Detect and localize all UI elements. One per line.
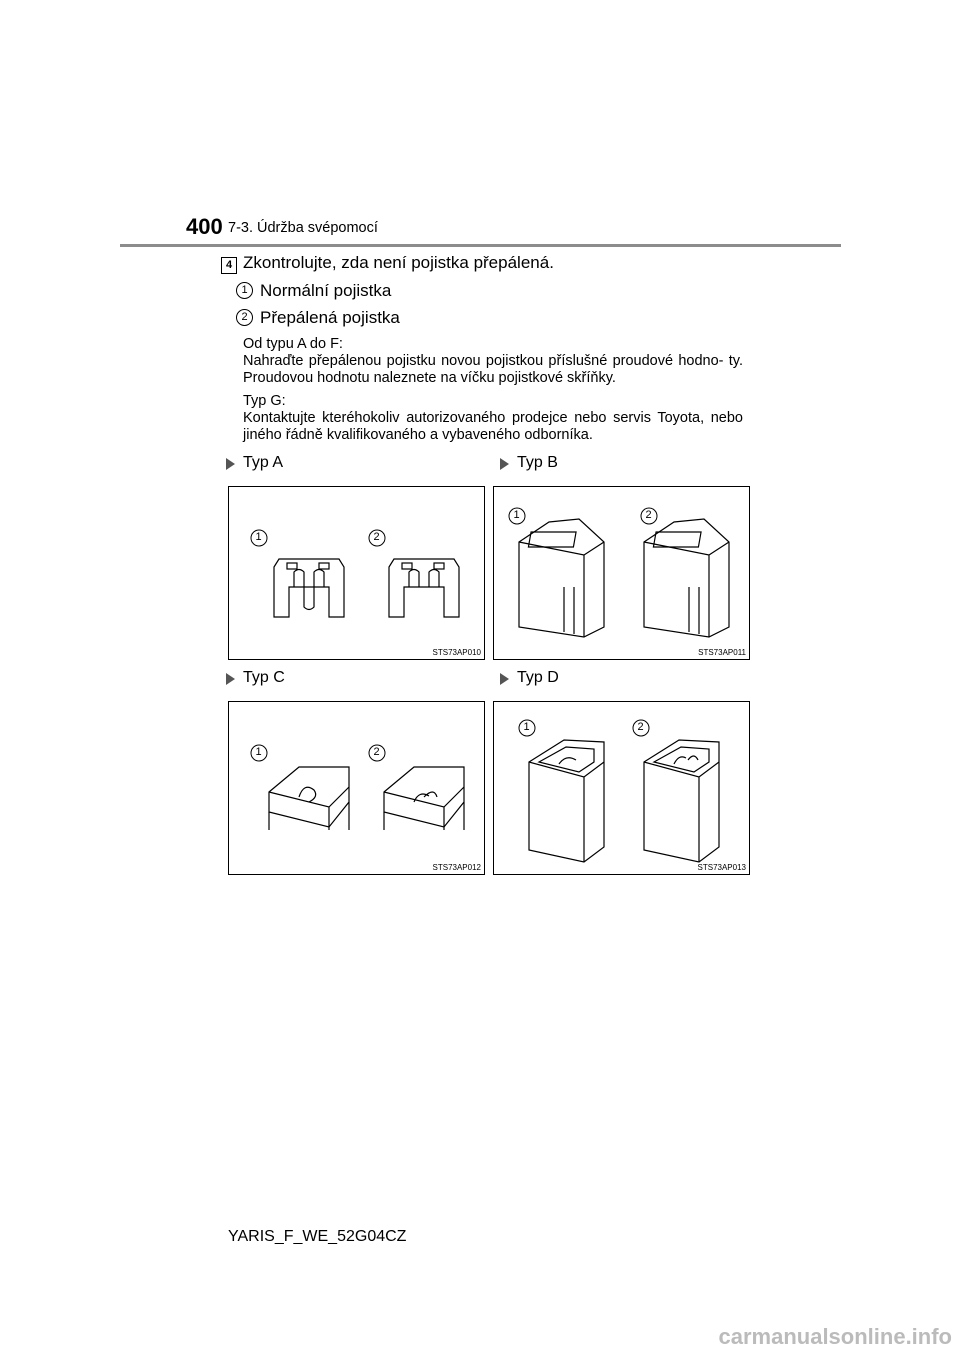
watermark: carmanualsonline.info [718, 1324, 952, 1349]
figure-d-callout-1: 1 [523, 721, 530, 733]
item-text-normal: Normální pojistka [260, 281, 392, 300]
step-text: Zkontrolujte, zda není pojistka přepálená. [243, 253, 554, 272]
figure-type-a [228, 486, 485, 660]
triangle-bullet-icon [226, 673, 235, 685]
figure-c-callout-2: 2 [373, 746, 380, 758]
g-title: Typ G: [243, 393, 286, 409]
step-number-box: 4 [221, 257, 237, 274]
af-text: Nahraďte přepálenou pojistku novou pojistkou příslušné proudové hodno- ty. Proudovou hodnotu naleznete na víčku pojistkové skříňky. [243, 353, 743, 386]
type-c-label: Typ C [243, 669, 285, 686]
triangle-bullet-icon [500, 458, 509, 470]
figure-a-code: STS73AP010 [432, 648, 481, 657]
type-b-label: Typ B [517, 454, 558, 471]
fuse-type-b-illustration [494, 487, 749, 659]
figure-c-callout-1: 1 [255, 746, 262, 758]
figure-d-code: STS73AP013 [697, 863, 746, 872]
figure-b-code: STS73AP011 [698, 648, 746, 657]
figure-b-callout-2: 2 [645, 509, 652, 521]
figure-type-b [493, 486, 750, 660]
page-number: 400 [186, 214, 223, 239]
section-title: 7-3. Údržba svépomocí [228, 220, 378, 236]
triangle-bullet-icon [500, 673, 509, 685]
figure-a-callout-1: 1 [255, 531, 262, 543]
document-code: YARIS_F_WE_52G04CZ [228, 1228, 407, 1245]
type-d-label: Typ D [517, 669, 559, 686]
item-number-2: 2 [236, 309, 253, 326]
figure-type-d [493, 701, 750, 875]
figure-d-callout-2: 2 [637, 721, 644, 733]
item-number-1: 1 [236, 282, 253, 299]
item-text-blown: Přepálená pojistka [260, 308, 400, 327]
fuse-type-a-illustration [229, 487, 484, 659]
fuse-type-c-illustration [229, 702, 484, 874]
triangle-bullet-icon [226, 458, 235, 470]
header-rule [120, 244, 841, 247]
figure-c-code: STS73AP012 [432, 863, 481, 872]
af-title: Od typu A do F: [243, 336, 343, 352]
figure-b-callout-1: 1 [513, 509, 520, 521]
type-a-label: Typ A [243, 454, 284, 471]
figure-a-callout-2: 2 [373, 531, 380, 543]
figure-type-c [228, 701, 485, 875]
g-text: Kontaktujte kteréhokoliv autorizovaného prodejce nebo servis Toyota, nebo jiného řádně kvalifikovaného a vybaveného odborníka. [243, 410, 743, 443]
